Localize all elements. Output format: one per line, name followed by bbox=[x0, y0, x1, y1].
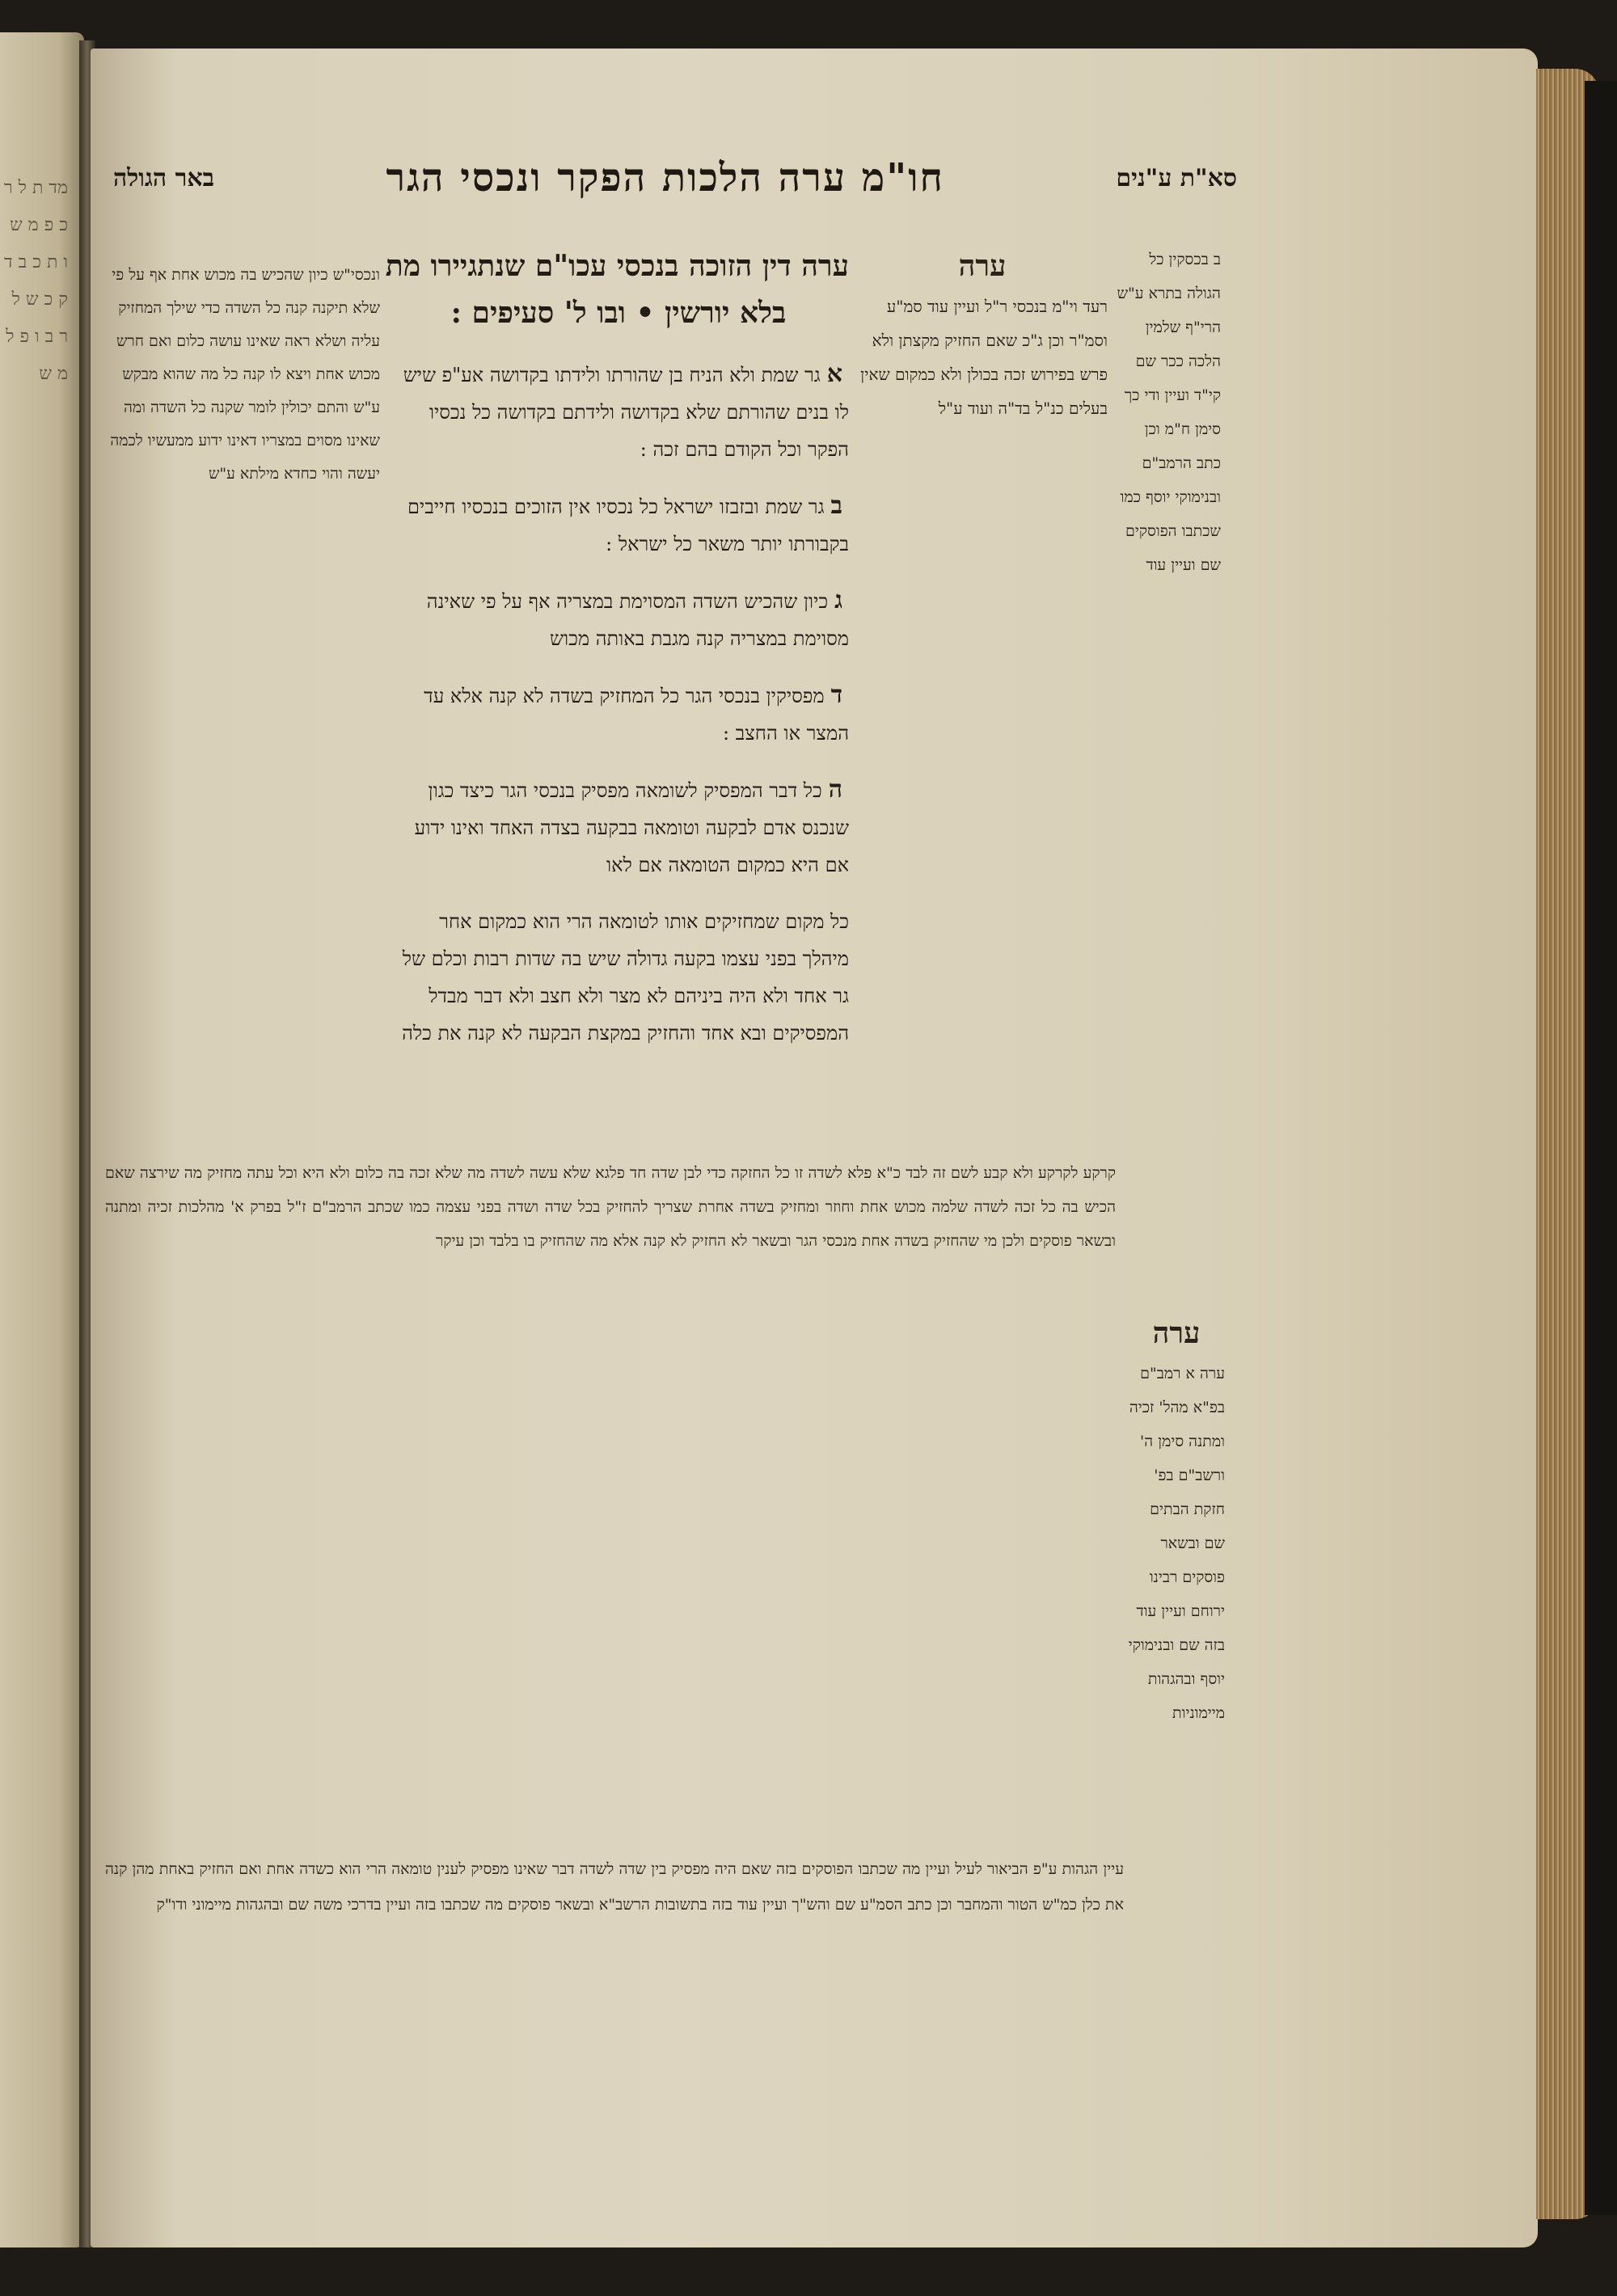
wide-commentary-section bbox=[105, 1156, 1116, 1258]
paragraph-1 bbox=[388, 356, 849, 468]
top-heading: ערה bbox=[958, 249, 1007, 283]
margin-notes-lower-text: ערה א רמב"ם בפ"א מהל' זכיה ומתנה סימן ה' ורשב"ם בפ' חזקת הבתים שם ובשאר פוסקים רבינו ירוחם ועיין עוד בזה שם ובנימוקי יוסף ובהגהות מיימוניות bbox=[1128, 1365, 1225, 1722]
right-margin-notes-lower bbox=[1128, 1310, 1225, 2159]
page-header bbox=[113, 150, 1237, 206]
section-heading-line1: ערה דין הזוכה בנכסי עכו"ם שנתגיירו מת bbox=[385, 249, 849, 283]
marker-he: ה bbox=[828, 775, 842, 804]
wide-commentary-text: קרקע לקרקע ולא קבע לשם זה לבד כ"א פלא לשדה זו כל החזקה כדי לבן שדה חד פלגא שלא עשה לשדה מה שלא זכה בה כלום ולא היא וכל עתה מחזיק מה שירצה שאם הכיש בה כל זכה לשדה שלמה מכוש אחת וחוזר ומחזיק בשדה אחרת שצריך להחזיק בכל שדה ושדה בפני עצמה כמו שכתב הרמב"ם ז"ל בפרק א' מהלכות זכיה ומתנה ובשאר פוסקים ולכן מי שהחזיק בשדה אחת מנכסי הגר ובשאר לא החזיק לא קנה אלא מה שהחזיק בו בלבד וכן עיקר bbox=[105, 1164, 1116, 1250]
header-title: חו"מ ערה הלכות הפקר ונכסי הגר bbox=[386, 155, 944, 200]
paragraph-5 bbox=[388, 771, 849, 884]
marker-gimel: ג bbox=[834, 586, 842, 614]
paragraph-3-text: כיון שהכיש השדה המסוימת במצריה אף על פי שאינה מסוימת במצריה קנה מגבת באותה מכוש bbox=[426, 590, 849, 650]
edge-shadow bbox=[1585, 81, 1617, 2215]
left-page-edge bbox=[0, 32, 84, 2247]
paragraph-3 bbox=[388, 582, 849, 657]
margin-notes-text: ב בכסקין כל הגולה בתרא ע"ש הרי"ף שלמין הלכה ככר שם קי"ד ועיין ודי כך סימן ח"מ וכן כתב הרמב"ם ובנימוקי יוסף כמו שכתבו הפוסקים שם ועיין עוד bbox=[1117, 251, 1221, 574]
marker-dalet: ד bbox=[830, 681, 842, 709]
bottom-commentary-text: עיין הגהות ע"פ הביאור לעיל ועיין מה שכתבו הפוסקים בזה שאם היה מפסיק בין שדה לשדה דבר שאינו מפסיק לענין טומאה הרי הוא כשדה אחת ואם החזיק באחת מהן קנה את כלן כמ"ש הטור והמחבר וכן כתב הסמ"ע שם והש"ך ועיין עוד בזה בתשובות הרשב"א ובשאר פוסקים מה שכתבו בזה ועיין בדרכי משה שם ובהגהות מיימוני ודו"ק bbox=[105, 1860, 1124, 1914]
left-commentary-text: ונכסי"ש כיון שהכיש בה מכוש אחת אף על פי שלא תיקנה קנה כל השדה כדי שילך המחזיק עליה ושלא ראה שאינו עושה כלום ואם חרש מכוש אחת ויצא לו קנה כל מה שהוא מבקש ע"ש והתם יכולין לומר שקנה כל השדה ומה שאינו מסוים במצריו דאינו ידוע ממעשיו לכמה יעשה והוי כחדא מילתא ע"ש bbox=[110, 266, 380, 483]
left-page-text: מד ת ל ר כ פ מ ש ו ת כ ב ד ק כ ש ל ר ב ו פ ל מ ש bbox=[3, 178, 68, 384]
header-left-label: באר הגולה bbox=[113, 163, 215, 192]
margin-heading: ערה bbox=[1152, 1316, 1201, 1350]
marker-alef: א bbox=[826, 360, 842, 388]
paragraph-2 bbox=[388, 487, 849, 563]
paragraph-6-text: כל מקום שמחזיקים אותו לטומאה הרי הוא כמקום אחר מיהלך בפני עצמו בקעה גדולה שיש בה שדות רבות וכלם של גר אחד ולא היה ביניהם לא מצר ולא חצב ולא דבר מבדל המפסיקים ובא אחד והחזיק במקצת הבקעה לא קנה את כלה bbox=[402, 910, 849, 1045]
bottom-commentary-section bbox=[105, 1851, 1124, 1922]
marker-bet: ב bbox=[830, 492, 842, 520]
right-commentary-text: רעד וי"מ בנכסי ר"ל ועיין עוד סמ"ע וסמ"ר וכן ג"כ שאם החזיק מקצתן ולא פרש בפירוש זכה בכולן ולא כמקום שאין בעלים כנ"ל בד"ה ועוד ע"ל bbox=[860, 297, 1108, 418]
header-right-label: סא"ת ע"נים bbox=[1116, 163, 1237, 192]
right-commentary-column bbox=[857, 243, 1108, 425]
section-heading-line2: בלא יורשין • ובו ל' סעיפים : bbox=[450, 296, 787, 330]
paragraph-1-text: גר שמת ולא הניח בן שהורתו ולידתו בקדושה אע"פ שיש לו בנים שהורתם שלא בקדושה ולידתם בקדושה כל נכסיו הפקר וכל הקודם בהם זכה : bbox=[403, 364, 849, 461]
paragraph-2-text: גר שמת ובזבזו ישראל כל נכסיו אין הזוכים בנכסיו חייבים בקבורתו יותר משאר כל ישראל : bbox=[407, 496, 849, 555]
paragraph-4-text: מפסיקין בנכסי הגר כל המחזיק בשדה לא קנה אלא עד המצר או החצב : bbox=[424, 685, 849, 745]
paragraph-4 bbox=[388, 677, 849, 752]
left-commentary-column bbox=[105, 259, 380, 491]
main-text-column bbox=[385, 243, 849, 1071]
right-margin-notes bbox=[1116, 243, 1221, 1277]
paragraph-5-text: כל דבר המפסיק לשומאה מפסיק בנכסי הגר כיצד כגון שנכנס אדם לבקעה וטומאה בבקעה בצדה האחד ואינו ידוע אם היא כמקום הטומאה אם לאו bbox=[414, 779, 849, 876]
paragraph-6 bbox=[388, 903, 849, 1052]
